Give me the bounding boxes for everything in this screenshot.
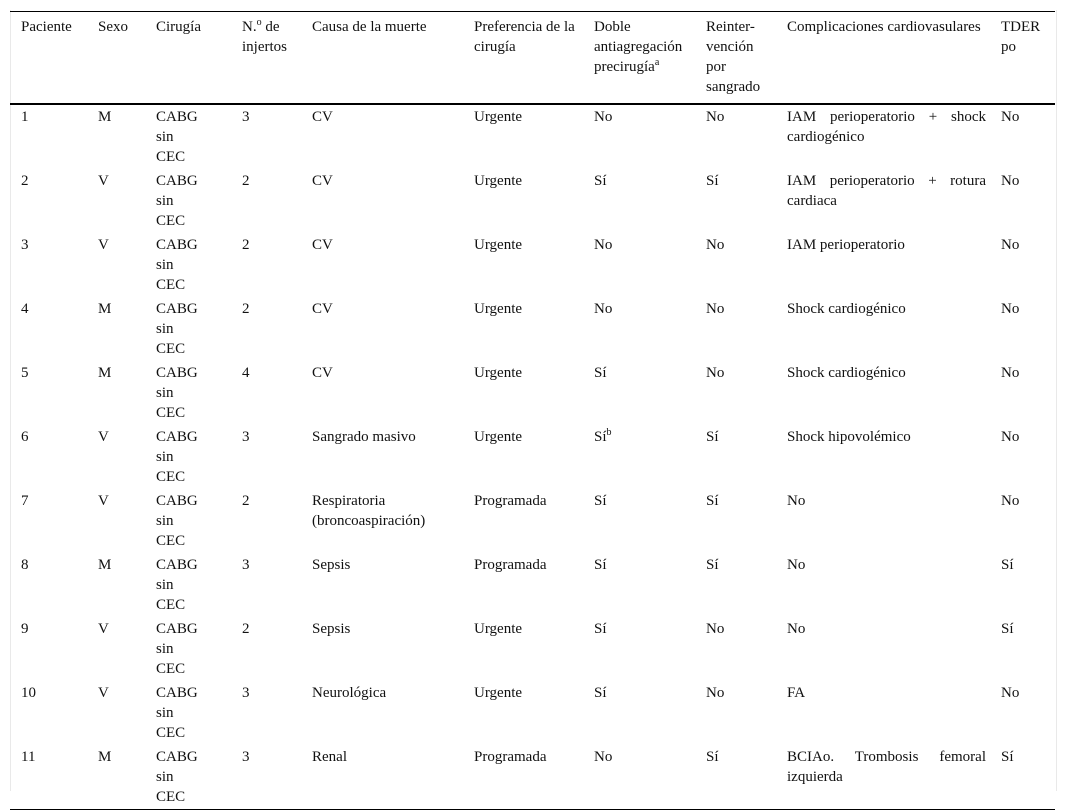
table-row — [10, 617, 1055, 681]
cell-reintervencion — [695, 297, 776, 361]
cell-sexo-text: M — [98, 557, 112, 573]
table-row — [10, 425, 1055, 489]
cell-tder-text: No — [1001, 109, 1020, 125]
cell-sexo-text: V — [98, 173, 109, 189]
cell-cirugia — [145, 297, 231, 361]
cell-cirugia-text: CABG sin CEC — [156, 557, 198, 613]
cell-tder — [990, 297, 1055, 361]
cell-doble-text: No — [594, 109, 613, 125]
cell-reintervencion — [695, 104, 776, 169]
table-row — [10, 681, 1055, 745]
cell-preferencia — [463, 745, 583, 810]
cell-reintervencion — [695, 681, 776, 745]
cell-cirugia — [145, 617, 231, 681]
cell-injertos — [231, 489, 301, 553]
cell-causa-text: CV — [312, 365, 333, 381]
cell-tder-text: Sí — [1001, 621, 1014, 637]
cell-paciente — [10, 425, 87, 489]
cell-tder — [990, 681, 1055, 745]
cell-injertos-text: 3 — [242, 557, 250, 573]
cell-cirugia-text: CABG sin CEC — [156, 621, 198, 677]
cell-causa-text: Sepsis — [312, 557, 351, 573]
cell-reintervencion — [695, 425, 776, 489]
cell-reintervencion-text: No — [706, 685, 725, 701]
cell-paciente-text: 9 — [21, 621, 29, 637]
cell-sexo-text: M — [98, 365, 112, 381]
cell-sexo — [87, 297, 145, 361]
cell-tder — [990, 169, 1055, 233]
cell-paciente-text: 1 — [21, 109, 29, 125]
cell-doble-text: No — [594, 301, 613, 317]
cell-reintervencion-text: No — [706, 237, 725, 253]
cell-injertos-text: 3 — [242, 429, 250, 445]
cell-preferencia-text: Programada — [474, 557, 547, 573]
cell-tder — [990, 745, 1055, 810]
cell-paciente-text: 4 — [21, 301, 29, 317]
cell-preferencia-text: Urgente — [474, 237, 523, 253]
cell-doble — [583, 553, 695, 617]
cell-cirugia — [145, 553, 231, 617]
cell-sexo — [87, 361, 145, 425]
cell-reintervencion — [695, 745, 776, 810]
cell-tder-text: No — [1001, 493, 1020, 509]
cell-reintervencion-text: Sí — [706, 173, 719, 189]
header-injertos-base: N. — [242, 19, 257, 35]
cell-reintervencion-text: No — [706, 109, 725, 125]
cell-reintervencion-text: Sí — [706, 557, 719, 573]
header-doble-antiagregacion — [583, 12, 695, 105]
cell-reintervencion — [695, 489, 776, 553]
cell-complicaciones — [776, 169, 990, 233]
cell-paciente — [10, 617, 87, 681]
cell-causa — [301, 553, 463, 617]
cell-doble — [583, 169, 695, 233]
cell-sexo — [87, 553, 145, 617]
cell-complicaciones — [776, 297, 990, 361]
cell-injertos — [231, 233, 301, 297]
cell-paciente — [10, 745, 87, 810]
table-row — [10, 233, 1055, 297]
cell-cirugia-text: CABG sin CEC — [156, 685, 198, 741]
header-causa: Causa de la muerte — [312, 19, 427, 35]
cell-sexo-text: V — [98, 237, 109, 253]
cell-doble-footnote: b — [606, 427, 612, 438]
table-row — [10, 361, 1055, 425]
cell-complicaciones — [776, 745, 990, 810]
cell-complicaciones — [776, 681, 990, 745]
cell-complicaciones — [776, 104, 990, 169]
header-injertos-rest: de injertos — [242, 19, 287, 55]
cell-complicaciones — [776, 425, 990, 489]
cell-causa — [301, 361, 463, 425]
cell-causa-text: Respiratoria (broncoaspiración) — [312, 493, 426, 529]
cell-causa — [301, 104, 463, 169]
cell-sexo — [87, 425, 145, 489]
header-cirugia: Cirugía — [156, 19, 201, 35]
cell-tder — [990, 233, 1055, 297]
cell-doble-text: Sí — [594, 621, 607, 637]
header-tder: TDER po — [1001, 19, 1041, 55]
cell-reintervencion-text: No — [706, 621, 725, 637]
cell-complicaciones-text: IAM perioperatorio — [787, 237, 905, 253]
cell-sexo-text: V — [98, 493, 109, 509]
cell-causa — [301, 233, 463, 297]
cell-cirugia-text: CABG sin CEC — [156, 493, 198, 549]
cell-doble-text: Sí — [594, 173, 607, 189]
cell-preferencia-text: Urgente — [474, 109, 523, 125]
cell-cirugia — [145, 169, 231, 233]
cell-causa — [301, 617, 463, 681]
table-row — [10, 297, 1055, 361]
cell-causa-text: CV — [312, 301, 333, 317]
cell-tder — [990, 553, 1055, 617]
cell-tder-text: No — [1001, 429, 1020, 445]
header-injertos-sup: o — [256, 17, 262, 28]
cell-tder — [990, 489, 1055, 553]
cell-injertos — [231, 361, 301, 425]
cell-injertos — [231, 104, 301, 169]
cell-cirugia — [145, 104, 231, 169]
cell-cirugia-text: CABG sin CEC — [156, 109, 198, 165]
cell-preferencia-text: Urgente — [474, 365, 523, 381]
cell-doble-text: No — [594, 749, 613, 765]
cell-preferencia-text: Programada — [474, 493, 547, 509]
table-row — [10, 169, 1055, 233]
cell-injertos-text: 2 — [242, 173, 250, 189]
cell-doble — [583, 617, 695, 681]
cell-sexo-text: M — [98, 109, 112, 125]
cell-paciente-text: 6 — [21, 429, 29, 445]
cell-sexo — [87, 169, 145, 233]
cell-causa-text: Renal — [312, 749, 347, 765]
cell-injertos — [231, 425, 301, 489]
cell-paciente — [10, 681, 87, 745]
cell-causa-text: CV — [312, 173, 333, 189]
cell-tder — [990, 617, 1055, 681]
cell-doble — [583, 745, 695, 810]
cell-injertos-text: 3 — [242, 685, 250, 701]
cell-tder-text: No — [1001, 685, 1020, 701]
cell-paciente — [10, 489, 87, 553]
cell-complicaciones-text: Shock cardiogénico — [787, 365, 906, 381]
cell-preferencia — [463, 104, 583, 169]
cell-complicaciones-text: IAM perioperatorio + shock cardiogénico — [787, 109, 986, 145]
cell-paciente-text: 5 — [21, 365, 29, 381]
cell-injertos-text: 3 — [242, 109, 250, 125]
cell-paciente — [10, 361, 87, 425]
cell-preferencia — [463, 297, 583, 361]
cell-complicaciones-text: No — [787, 621, 806, 637]
cell-preferencia-text: Urgente — [474, 173, 523, 189]
cell-injertos-text: 4 — [242, 365, 250, 381]
cell-sexo — [87, 681, 145, 745]
cell-reintervencion-text: No — [706, 301, 725, 317]
cell-complicaciones-text: No — [787, 493, 806, 509]
cell-causa-text: Neurológica — [312, 685, 387, 701]
cell-causa — [301, 425, 463, 489]
cell-reintervencion-text: No — [706, 365, 725, 381]
cell-tder — [990, 425, 1055, 489]
header-injertos — [231, 12, 301, 105]
cell-sexo — [87, 104, 145, 169]
cell-tder-text: No — [1001, 173, 1020, 189]
cell-complicaciones — [776, 361, 990, 425]
cell-complicaciones — [776, 617, 990, 681]
cell-sexo-text: M — [98, 301, 112, 317]
cell-sexo — [87, 617, 145, 681]
cell-complicaciones — [776, 553, 990, 617]
cell-cirugia-text: CABG sin CEC — [156, 237, 198, 293]
cell-causa-text: Sangrado masivo — [312, 429, 416, 445]
cell-tder-text: No — [1001, 237, 1020, 253]
cell-sexo-text: V — [98, 621, 109, 637]
cell-doble-text: Sí — [594, 493, 607, 509]
cell-causa-text: Sepsis — [312, 621, 351, 637]
cell-cirugia — [145, 745, 231, 810]
cell-tder-text: No — [1001, 365, 1020, 381]
header-paciente: Paciente — [21, 19, 72, 35]
cell-reintervencion — [695, 617, 776, 681]
cell-injertos-text: 2 — [242, 237, 250, 253]
cell-preferencia-text: Programada — [474, 749, 547, 765]
cell-doble — [583, 104, 695, 169]
cell-preferencia-text: Urgente — [474, 429, 523, 445]
cell-complicaciones-text: FA — [787, 685, 806, 701]
cell-doble-text: Sí — [594, 365, 607, 381]
cell-doble-text: Sí — [594, 557, 607, 573]
header-row — [10, 12, 1055, 105]
cell-doble — [583, 233, 695, 297]
cell-paciente — [10, 553, 87, 617]
cell-paciente — [10, 297, 87, 361]
cell-cirugia — [145, 233, 231, 297]
cell-reintervencion-text: Sí — [706, 749, 719, 765]
table-row — [10, 104, 1055, 169]
cell-injertos — [231, 297, 301, 361]
cell-preferencia — [463, 425, 583, 489]
cell-complicaciones — [776, 233, 990, 297]
cell-preferencia-text: Urgente — [474, 621, 523, 637]
cell-cirugia — [145, 361, 231, 425]
cell-complicaciones-text: No — [787, 557, 806, 573]
cell-doble — [583, 681, 695, 745]
cell-reintervencion — [695, 169, 776, 233]
cell-doble — [583, 297, 695, 361]
cell-injertos — [231, 617, 301, 681]
cell-causa — [301, 297, 463, 361]
cell-preferencia — [463, 361, 583, 425]
cell-paciente-text: 3 — [21, 237, 29, 253]
cell-paciente-text: 7 — [21, 493, 29, 509]
cell-cirugia-text: CABG sin CEC — [156, 173, 198, 229]
cell-cirugia — [145, 489, 231, 553]
cell-preferencia — [463, 553, 583, 617]
cell-tder — [990, 104, 1055, 169]
cell-reintervencion — [695, 233, 776, 297]
cell-sexo — [87, 489, 145, 553]
cell-reintervencion — [695, 361, 776, 425]
cell-preferencia — [463, 489, 583, 553]
cell-cirugia-text: CABG sin CEC — [156, 429, 198, 485]
cell-preferencia-text: Urgente — [474, 301, 523, 317]
cell-causa — [301, 489, 463, 553]
cell-preferencia — [463, 681, 583, 745]
cell-preferencia-text: Urgente — [474, 685, 523, 701]
cell-reintervencion-text: Sí — [706, 493, 719, 509]
cell-cirugia — [145, 681, 231, 745]
cell-cirugia — [145, 425, 231, 489]
table-row — [10, 553, 1055, 617]
cell-causa-text: CV — [312, 237, 333, 253]
cell-cirugia-text: CABG sin CEC — [156, 365, 198, 421]
cell-causa — [301, 681, 463, 745]
cell-doble-text: Sí — [594, 685, 607, 701]
cell-sexo — [87, 233, 145, 297]
cell-injertos-text: 3 — [242, 749, 250, 765]
cell-tder-text: Sí — [1001, 749, 1014, 765]
cell-injertos-text: 2 — [242, 301, 250, 317]
header-doble-sup: a — [654, 57, 660, 68]
cell-paciente-text: 11 — [21, 749, 36, 765]
cell-causa-text: CV — [312, 109, 333, 125]
cell-sexo-text: M — [98, 749, 112, 765]
cell-reintervencion-text: Sí — [706, 429, 719, 445]
cell-preferencia — [463, 169, 583, 233]
header-preferencia: Preferencia de la cirugía — [474, 19, 575, 55]
cell-paciente-text: 8 — [21, 557, 29, 573]
cell-injertos — [231, 169, 301, 233]
cell-complicaciones-text: Shock hipovolémico — [787, 429, 911, 445]
cell-complicaciones-text: Shock cardiogénico — [787, 301, 906, 317]
cell-injertos-text: 2 — [242, 621, 250, 637]
cell-cirugia-text: CABG sin CEC — [156, 301, 198, 357]
cell-injertos-text: 2 — [242, 493, 250, 509]
cell-sexo-text: V — [98, 685, 109, 701]
cell-doble — [583, 425, 695, 489]
cell-paciente — [10, 169, 87, 233]
cell-causa — [301, 169, 463, 233]
table-row — [10, 745, 1055, 810]
mortality-table — [10, 11, 1055, 810]
header-complicaciones: Complicaciones cardiovasulares — [787, 19, 981, 35]
cell-complicaciones-text: BCIAo. Trombosis femoral izquierda — [787, 749, 986, 785]
cell-complicaciones-text: IAM perioperatorio + rotura cardiaca — [787, 173, 986, 209]
cell-preferencia — [463, 233, 583, 297]
cell-causa — [301, 745, 463, 810]
cell-tder — [990, 361, 1055, 425]
cell-paciente — [10, 104, 87, 169]
header-reintervencion: Reinter-vención por sangrado — [706, 19, 761, 95]
cell-preferencia — [463, 617, 583, 681]
cell-tder-text: Sí — [1001, 557, 1014, 573]
cell-doble — [583, 361, 695, 425]
cell-sexo-text: V — [98, 429, 109, 445]
cell-injertos — [231, 681, 301, 745]
header-sexo: Sexo — [98, 19, 128, 35]
cell-injertos — [231, 553, 301, 617]
cell-cirugia-text: CABG sin CEC — [156, 749, 198, 805]
cell-sexo — [87, 745, 145, 810]
cell-paciente-text: 10 — [21, 685, 36, 701]
cell-doble — [583, 489, 695, 553]
cell-complicaciones — [776, 489, 990, 553]
header-doble-base: Doble antiagregación precirugía — [594, 19, 683, 75]
cell-injertos — [231, 745, 301, 810]
table-row — [10, 489, 1055, 553]
cell-reintervencion — [695, 553, 776, 617]
cell-paciente-text: 2 — [21, 173, 29, 189]
cell-paciente — [10, 233, 87, 297]
cell-tder-text: No — [1001, 301, 1020, 317]
cell-doble-text: Sí — [594, 429, 607, 445]
cell-doble-text: No — [594, 237, 613, 253]
